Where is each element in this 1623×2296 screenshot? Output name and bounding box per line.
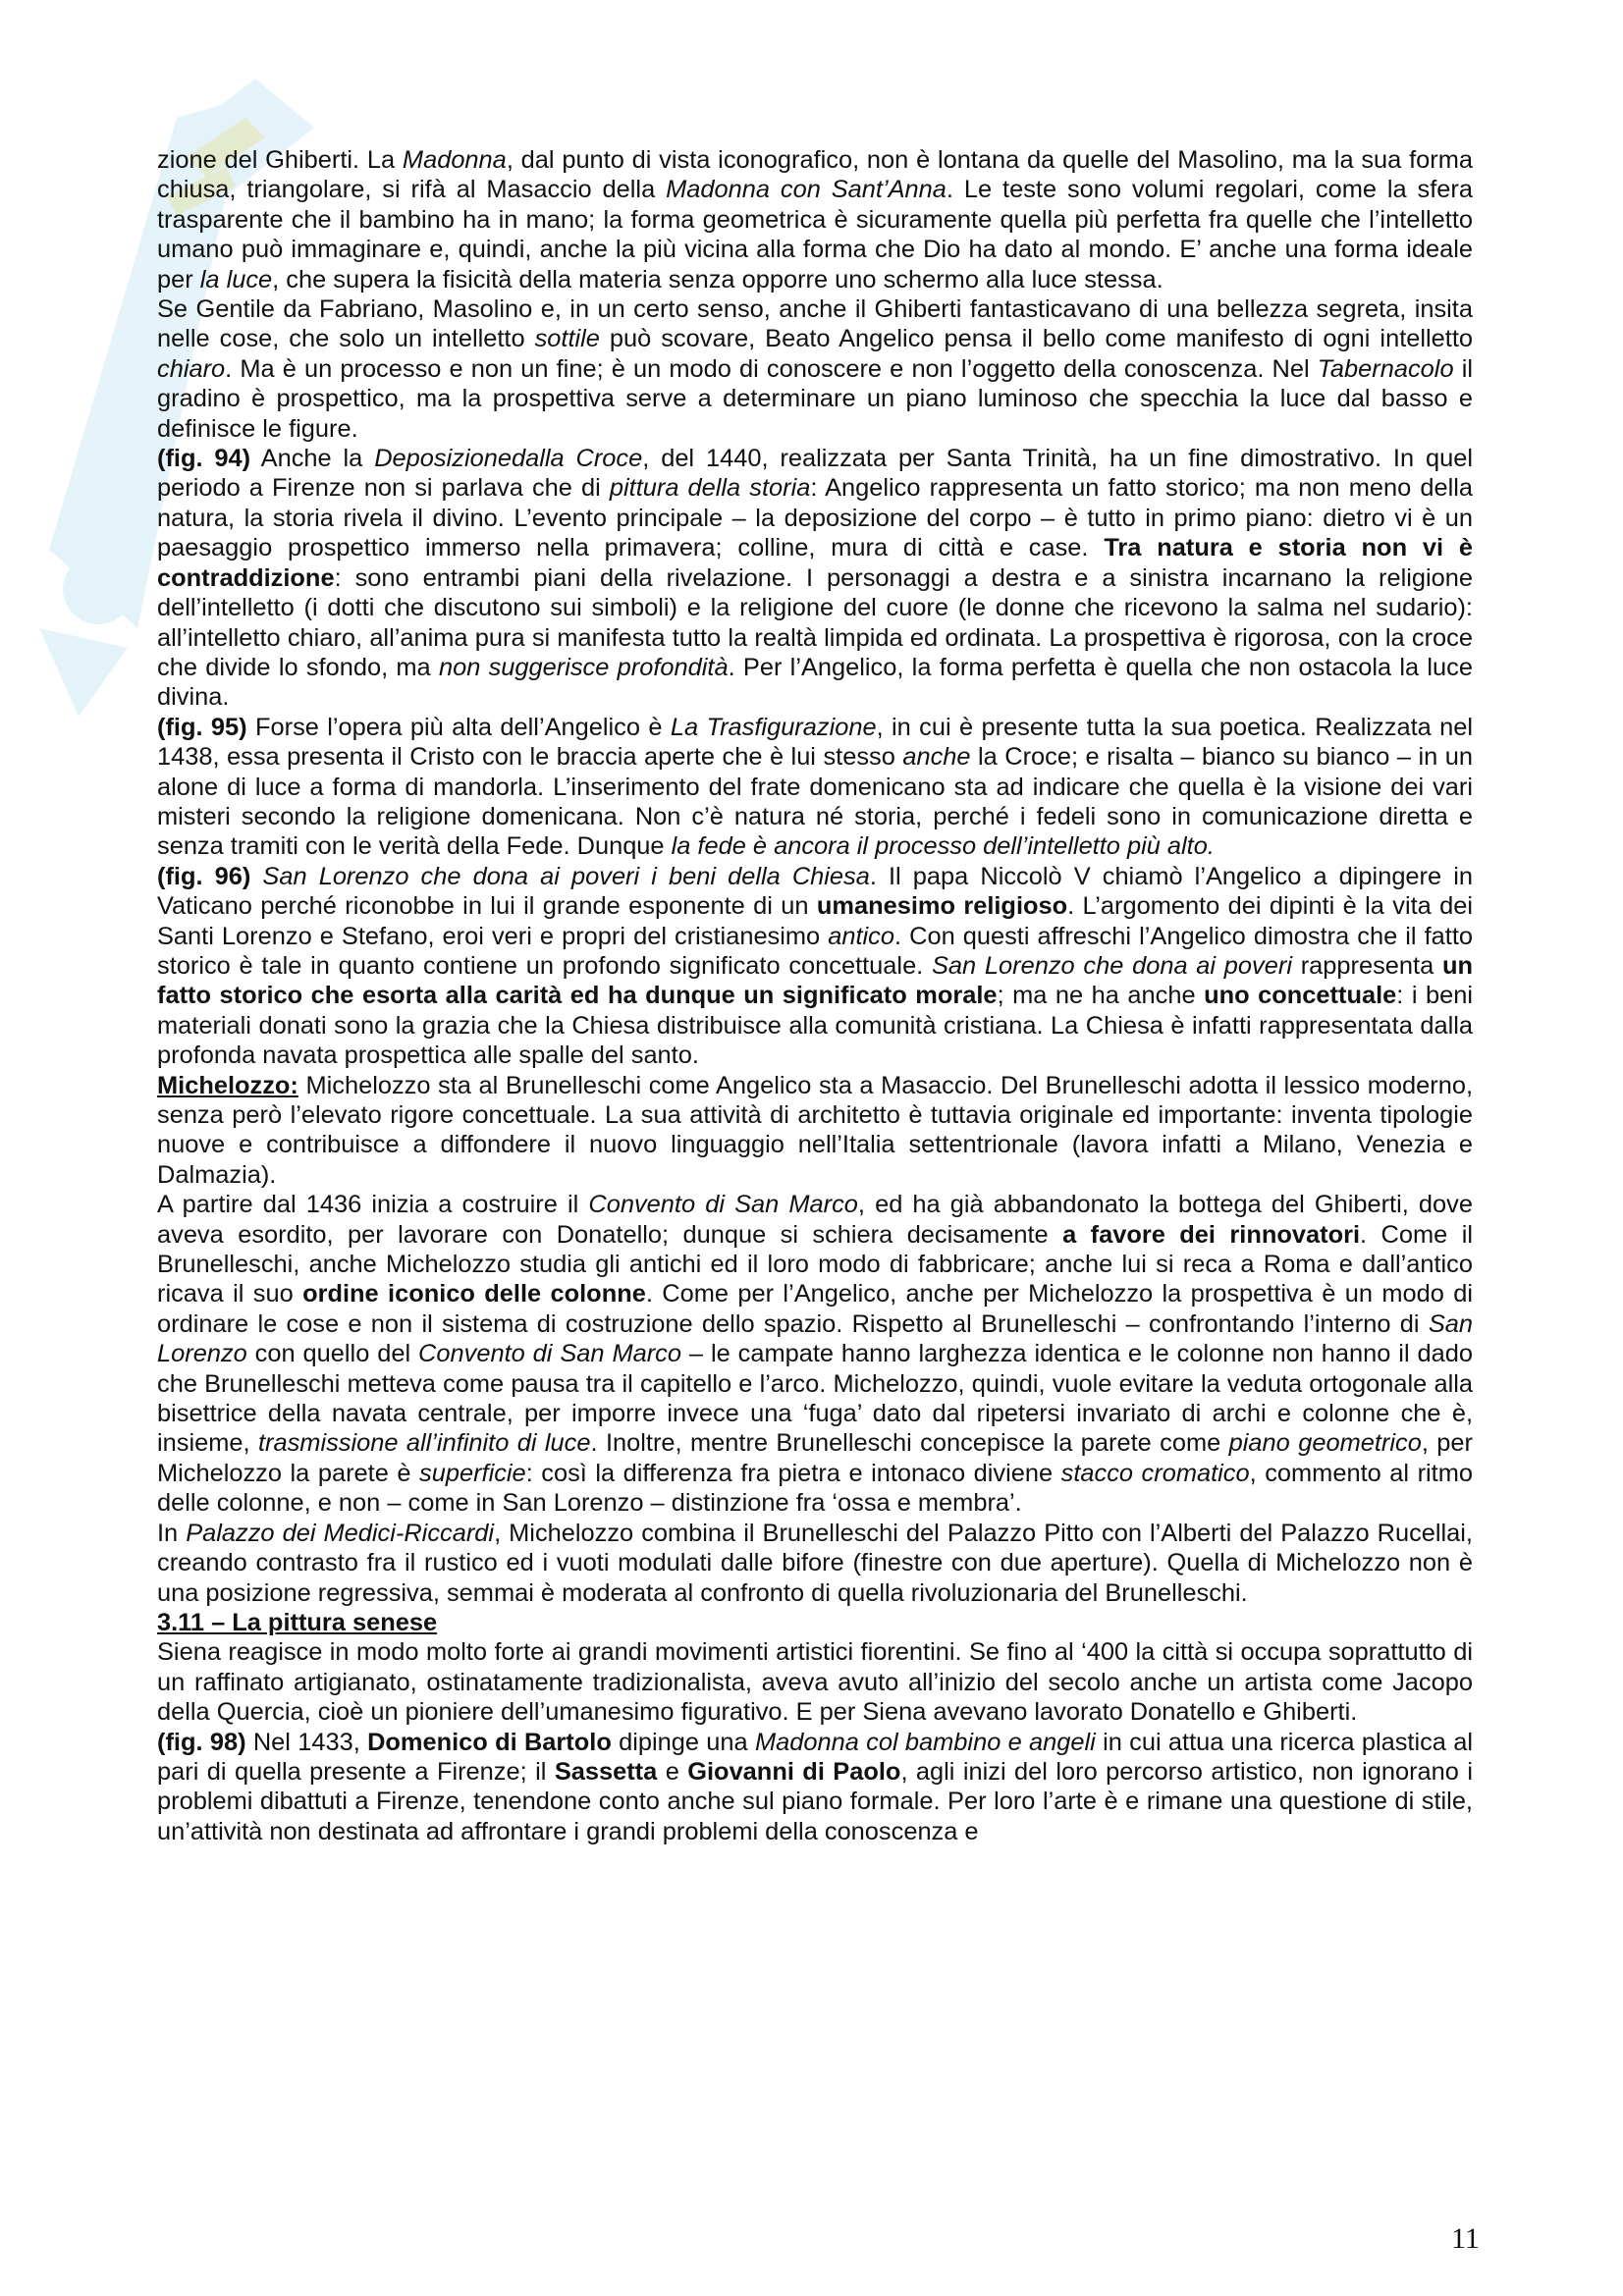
text-run: : Angelico rappresenta un fatto storico; ma non meno della natura, la storia rivela il divino. L’evento principale – la deposizione del corpo – è tutto in primo piano: dietro vi è un paesaggio prospettico immerso nella primavera; colline, mura di città e case.: [157, 474, 1473, 562]
emphasis-text: chiaro: [157, 354, 226, 383]
emphasis-text: Palazzo dei Medici-Riccardi: [186, 1519, 495, 1547]
paragraph: [157, 294, 1473, 444]
page-number: 11: [1451, 2222, 1480, 2255]
emphasis-text: umanesimo religioso: [816, 892, 1068, 921]
emphasis-text: Deposizionedalla Croce: [374, 445, 643, 473]
emphasis-text: (fig. 95): [157, 713, 247, 741]
paragraph: [157, 444, 1473, 713]
paragraph: [157, 1637, 1473, 1727]
emphasis-text: piano geometrico: [1228, 1429, 1422, 1458]
emphasis-text: trasmissione all’infinito di luce: [257, 1429, 591, 1458]
emphasis-text: San Lorenzo: [157, 1309, 1473, 1368]
text-run: , dal punto di vista iconografico, non è lontana da quelle del Masolino, ma la sua forma chiusa, triangolare, si rifà al Masaccio della: [157, 146, 1473, 204]
text-run: zione del Ghiberti. La: [157, 146, 403, 174]
emphasis-text: Madonna: [402, 146, 507, 174]
paragraph: [157, 145, 1473, 294]
emphasis-text: a favore dei rinnovatori: [1062, 1220, 1361, 1249]
emphasis-text: non suggerisce profondità: [438, 653, 729, 681]
text-run: . Le teste sono volumi regolari, come la sfera trasparente che il bambino ha in mano; la forma geometrica è sicuramente quella più perfetta fra quelle che l’intelletto umano può immaginare e, quindi, anche la più vicina alla forma che Dio ha dato al mondo. E’ anche una forma ideale per: [157, 176, 1473, 294]
text-run: dipinge una: [611, 1728, 755, 1756]
text-run: può scovare, Beato Angelico pensa il bello come manifesto di ogni intelletto: [599, 325, 1473, 353]
emphasis-text: (fig. 98): [157, 1728, 246, 1756]
emphasis-text: un fatto storico che esorta alla carità ed ha dunque un significato morale: [157, 951, 1473, 1010]
text-run: . Come per l’Angelico, anche per Michelozzo la prospettiva è un modo di ordinare le cose e non il sistema di costruzione dello spazio. Rispetto al Brunelleschi – confrontando l’interno di: [157, 1280, 1473, 1338]
paragraph: [157, 1728, 1473, 1847]
emphasis-text: (fig. 94): [157, 445, 251, 473]
text-run: . Il papa Niccolò V chiamò l’Angelico a dipingere in Vaticano perché riconobbe in lui il grande esponente di un: [157, 862, 1473, 921]
emphasis-text: anche: [902, 743, 971, 772]
text-run: . Ma è un processo e non un fine; è un modo di conoscere e non l’oggetto della conoscenza. Nel: [225, 354, 1318, 383]
text-run: : sono entrambi piani della rivelazione. I personaggi a destra e a sinistra incarnano la religione dell’intelletto (i dotti che discutono sui simboli) e la religione del cuore (le donne che ricevono la salma nel sudario): all’intelletto chiaro, all’anima pura si manifesta tutto la realtà limpida ed ordinata. La prospettiva è rigorosa, con la croce che divide lo sfondo, ma: [157, 563, 1473, 681]
text-run: : così la differenza fra pietra e intonaco diviene: [525, 1459, 1061, 1487]
text-run: , in cui è presente tutta la sua poetica. Realizzata nel 1438, essa presenta il Cristo con le braccia aperte che è lui stesso: [157, 713, 1474, 772]
text-run: [250, 863, 262, 890]
paragraph: [157, 862, 1473, 1071]
emphasis-text: Tra natura e storia non vi è contraddizione: [157, 534, 1474, 592]
emphasis-text: antico: [828, 922, 894, 950]
emphasis-text: Tabernacolo: [1317, 354, 1454, 383]
text-run: ; ma ne ha anche: [997, 982, 1205, 1010]
text-run: , agli inizi del loro percorso artistico, non ignorano i problemi dibattuti a Firenze, tenendone conto anche sul piano formale. Per loro l’arte è e rimane una questione di stile, un’attività non destinata ad affrontare i grandi problemi della conoscenza e: [157, 1757, 1473, 1845]
emphasis-text: superficie: [419, 1459, 526, 1487]
text-run: , Michelozzo combina il Brunelleschi del Palazzo Pitto con l’Alberti del Palazzo Rucellai, creando contrasto fra il rustico ed i vuoti modulati dalle bifore (finestre con due aperture). Quella di Michelozzo non è una posizione regressiva, semmai è moderata al confronto di quella rivoluzionaria del Brunelleschi.: [157, 1519, 1473, 1607]
text-run: . Come il Brunelleschi, anche Michelozzo studia gli antichi ed il loro modo di fabbricare; anche lui si reca a Roma e dall’antico ricava il suo: [157, 1220, 1473, 1308]
paragraph: [157, 1519, 1473, 1608]
emphasis-text: San Lorenzo che dona ai poveri i beni della Chiesa: [262, 862, 870, 890]
text-run: Se Gentile da Fabriano, Masolino e, in un certo senso, anche il Ghiberti fantasticavano di una bellezza segreta, insita nelle cose, che solo un intelletto: [157, 295, 1473, 353]
text-run: . Per l’Angelico, la forma perfetta è quella che non ostacola la luce divina.: [157, 653, 1473, 712]
text-run: – le campate hanno larghezza identica e le colonne non hanno il dado che Brunelleschi metteva come pausa tra il capitello e l’arco. Michelozzo, quindi, vuole evitare la veduta ortogonale alla bisettrice della navata centrale, per imporre invece una ‘fuga’ dato dal ripetersi invariato di archi e colonne che è, insieme,: [157, 1340, 1473, 1458]
emphasis-text: uno concettuale: [1204, 982, 1397, 1010]
text-run: Nel 1433,: [245, 1728, 368, 1756]
document-body: [157, 145, 1473, 1846]
text-run: , per Michelozzo la parete è: [157, 1429, 1473, 1487]
text-run: . Inoltre, mentre Brunelleschi concepisce la parete come: [590, 1429, 1229, 1458]
text-run: e: [657, 1757, 688, 1786]
emphasis-text: pittura della storia: [609, 474, 811, 503]
emphasis-text: Sassetta: [554, 1757, 658, 1786]
text-run: , ed ha già abbandonato la bottega del Ghiberti, dove aveva esordito, per lavorare con Donatello; dunque si schiera decisamente: [157, 1191, 1473, 1249]
text-run: con quello del: [246, 1340, 419, 1368]
emphasis-text: Michelozzo:: [157, 1071, 298, 1099]
text-run: . L’argomento dei dipinti è la vita dei Santi Lorenzo e Stefano, eroi veri e propri del cristianesimo: [157, 892, 1474, 950]
text-run: A partire dal 1436 inizia a costruire il: [157, 1191, 589, 1219]
emphasis-text: San Lorenzo che dona ai poveri: [931, 951, 1292, 980]
emphasis-text: sottile: [534, 325, 600, 353]
text-run: , commento al ritmo delle colonne, e non – come in San Lorenzo – distinzione fra ‘ossa e membra’.: [157, 1459, 1473, 1518]
paragraph: [157, 713, 1473, 862]
text-run: . Con questi affreschi l’Angelico dimostra che il fatto storico è tale in quanto contiene un profondo significato concettuale.: [157, 922, 1474, 980]
emphasis-text: stacco cromatico: [1060, 1459, 1250, 1487]
text-run: rappresenta: [1291, 951, 1442, 980]
emphasis-text: Convento di San Marco: [588, 1191, 858, 1219]
text-run: In: [157, 1519, 187, 1547]
text-run: il gradino è prospettico, ma la prospettiva serve a determinare un piano luminoso che specchia la luce dal basso e definisce le figure.: [157, 354, 1473, 443]
emphasis-text: Madonna col bambino e angeli: [754, 1728, 1096, 1756]
text-run: Anche la: [250, 445, 375, 473]
emphasis-text: Convento di San Marco: [418, 1340, 681, 1368]
text-run: Michelozzo sta al Brunelleschi come Angelico sta a Masaccio. Del Brunelleschi adotta il lessico moderno, senza però l’elevato rigore concettuale. La sua attività di architetto è tuttavia originale ed importante: inventa tipologie nuove e contribuisce a diffondere il nuovo linguaggio nell’Italia settentrionale (lavora infatti a Milano, Venezia e Dalmazia).: [157, 1071, 1473, 1189]
emphasis-text: Madonna con Sant’Anna: [666, 176, 947, 204]
emphasis-text: (fig. 96): [157, 862, 251, 890]
emphasis-text: ordine iconico delle colonne: [302, 1280, 646, 1308]
text-run: Forse l’opera più alta dell’Angelico è: [246, 713, 671, 741]
paragraph: [157, 1071, 1473, 1191]
text-run: , del 1440, realizzata per Santa Trinità, ha un fine dimostrativo. In quel periodo a Firenze non si parlava che di: [157, 445, 1473, 503]
emphasis-text: Domenico di Bartolo: [367, 1728, 612, 1756]
section-heading: 3.11 – La pittura senese: [157, 1608, 438, 1636]
paragraph: [157, 1190, 1473, 1518]
emphasis-text: la fede è ancora il processo dell’intelletto più alto.: [671, 832, 1215, 861]
text-run: , che supera la fisicità della materia senza opporre uno schermo alla luce stessa.: [272, 265, 1163, 294]
text-run: Siena reagisce in modo molto forte ai grandi movimenti artistici fiorentini. Se fino al ‘400 la città si occupa soprattutto di un raffinato artigianato, ostinatamente tradizionalista, aveva avuto all’inizio del secolo anche un artista come Jacopo della Quercia, cioè un pioniere dell’umanesimo figurativo. E per Siena avevano lavorato Donatello e Ghiberti.: [157, 1638, 1473, 1727]
emphasis-text: Giovanni di Paolo: [687, 1757, 901, 1786]
text-run: la Croce; e risalta – bianco su bianco – in un alone di luce a forma di mandorla. L’inserimento del frate domenicano sta ad indicare che quella è la visione dei vari misteri secondo la religione domenicana. Non c’è natura né storia, perché i fedeli sono in comunicazione diretta e senza tramiti con le verità della Fede. Dunque: [157, 743, 1473, 861]
text-run: : i beni materiali donati sono la grazia che la Chiesa distribuisce alla comunità cristiana. La Chiesa è infatti rappresentata dalla profonda navata prospettica alle spalle del santo.: [157, 982, 1474, 1070]
emphasis-text: la luce: [199, 265, 273, 294]
text-run: in cui attua una ricerca plastica al pari di quella presente a Firenze; il: [157, 1728, 1473, 1786]
emphasis-text: La Trasfigurazione: [670, 713, 877, 741]
